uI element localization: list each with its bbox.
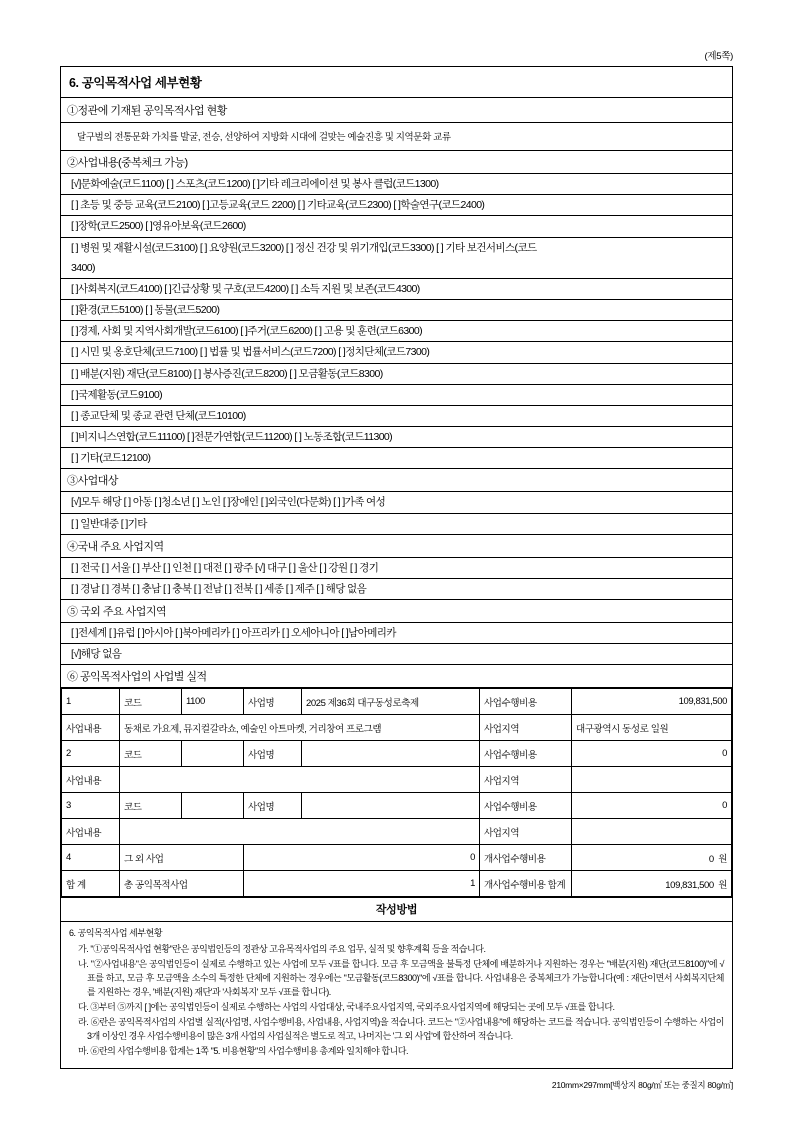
item6-heading: ⑥ 공익목적사업의 사업별 실적 xyxy=(61,665,732,688)
item5-heading: ⑤ 국외 주요 사업지역 xyxy=(61,600,732,623)
performance-table xyxy=(61,688,732,897)
business-content-line[interactable]: [ ] 병원 및 재활시설(코드3100) [ ] 요양원(코드3200) [ ] 정신 건강 및 위기개입(코드3300) [ ] 기타 보건서비스(코드 xyxy=(71,241,537,254)
item1-heading: ①정관에 기재된 공익목적사업 현황 xyxy=(61,98,732,123)
business-content-line-cont: 3400) xyxy=(61,258,732,279)
method-paragraph: 가. "①공익목적사업 현황"란은 공익법인등의 정관상 고유목적사업의 주요 업무, 실적 및 향후계획 등을 적습니다. xyxy=(78,944,486,955)
unit-won: 원 xyxy=(718,879,727,891)
table-row xyxy=(62,689,732,715)
table-row xyxy=(62,819,732,845)
area-value[interactable] xyxy=(572,819,732,845)
domestic-area-line[interactable]: [ ] 경남 [ ] 경북 [ ] 충남 [ ] 충북 [ ] 전남 [ ] 전북 [ ] 세종 [ ] 제주 [ ] 해당 없음 xyxy=(61,579,732,600)
total-count[interactable]: 1 xyxy=(244,871,480,897)
content-value[interactable] xyxy=(120,767,480,793)
content-label: 사업내용 xyxy=(62,715,120,741)
paper-spec-footer: 210mm×297mm[백상지 80g/㎡ 또는 중질지 80g/㎡] xyxy=(551,1079,733,1090)
table-row xyxy=(62,715,732,741)
name-label: 사업명 xyxy=(244,689,302,715)
table-row-total xyxy=(62,871,732,897)
name-value[interactable] xyxy=(302,741,480,767)
business-content-line[interactable]: [ ] 배분(지원) 재단(코드8100) [ ] 봉사증진(코드8200) [ ] 모금활동(코드8300) xyxy=(61,364,732,385)
domestic-area-line[interactable]: [ ] 전국 [ ] 서울 [ ] 부산 [ ] 인천 [ ] 대전 [ ] 광주 [√] 대구 [ ] 울산 [ ] 강원 [ ] 경기 xyxy=(61,558,732,579)
row-no: 4 xyxy=(62,845,120,871)
row-no: 2 xyxy=(62,741,120,767)
item2-heading: ②사업내용(중복체크 가능) xyxy=(61,151,732,174)
writing-method-title: 작성방법 xyxy=(61,897,732,922)
row-no: 3 xyxy=(62,793,120,819)
business-content-line[interactable]: [ ]사회복지(코드4100) [ ]긴급상황 및 구호(코드4200) [ ] 소득 지원 및 보존(코드4300) xyxy=(61,279,732,300)
business-content-line[interactable]: [ ]장학(코드2500) [ ]영유아보육(코드2600) xyxy=(61,216,732,237)
method-heading: 6. 공익목적사업 세부현황 xyxy=(69,928,163,939)
code-value[interactable] xyxy=(182,741,244,767)
cost-label: 사업수행비용 xyxy=(480,793,572,819)
section-title: 6. 공익목적사업 세부현황 xyxy=(61,67,732,98)
business-content-line[interactable]: [ ]국제활동(코드9100) xyxy=(61,385,732,406)
cost-value[interactable]: 109,831,500 xyxy=(572,689,732,715)
name-label: 사업명 xyxy=(244,793,302,819)
name-value[interactable]: 2025 제36회 대구동성로축제 xyxy=(302,689,480,715)
etc-biz-count[interactable]: 0 xyxy=(244,845,480,871)
area-label: 사업지역 xyxy=(480,767,572,793)
writing-method-body xyxy=(61,922,732,1067)
business-content-line[interactable]: [ ]환경(코드5100) [ ] 동물(코드5200) xyxy=(61,300,732,321)
table-row-etc xyxy=(62,845,732,871)
etc-cost-number: 0 xyxy=(708,853,714,865)
content-label: 사업내용 xyxy=(62,819,120,845)
target-line[interactable]: [√]모두 해당 [ ] 아동 [ ]청소년 [ ] 노인 [ ]장애인 [ ]외국인(다문화) [ ] ]가족 여성 xyxy=(61,492,732,513)
etc-biz-label: 그 외 사업 xyxy=(120,845,244,871)
content-value[interactable] xyxy=(120,819,480,845)
code-label: 코드 xyxy=(120,741,182,767)
row-no: 1 xyxy=(62,689,120,715)
business-content-line[interactable]: [ ] 초등 및 중등 교육(코드2100) [ ]고등교육(코드 2200) [ ] 기타교육(코드2300) [ ]학술연구(코드2400) xyxy=(61,195,732,216)
cost-value[interactable]: 0 xyxy=(572,793,732,819)
total-cost-value[interactable] xyxy=(572,871,732,897)
name-value[interactable] xyxy=(302,793,480,819)
code-label: 코드 xyxy=(120,793,182,819)
cost-label: 사업수행비용 xyxy=(492,853,546,865)
code-value[interactable] xyxy=(182,793,244,819)
page-number: (제5쪽) xyxy=(704,51,733,62)
code-label: 코드 xyxy=(120,689,182,715)
cost-label: 사업수행비용 xyxy=(480,741,572,767)
business-content-line[interactable]: [ ]경제, 사회 및 지역사회개발(코드6100) [ ]주거(코드6200) [ ] 고용 및 훈련(코드6300) xyxy=(61,321,732,342)
target-line[interactable]: [ ] 일반대중 [ ]기타 xyxy=(61,514,732,535)
method-paragraph: 라. ⑥란은 공익목적사업의 사업별 실적(사업명, 사업수행비용, 사업내용, 사업지역)을 적습니다. 코드는 "②사업내용"에 해당하는 코드를 적습니다. 공익법인등이 수행하는 사업이 3개 이상인 경우 사업수행비용이 많은 3개 사업의 사업실적은 별도로 적고, 나머지는 '그 외 사업'에 합산하여 적습니다. xyxy=(78,1017,724,1041)
item3-heading: ③사업대상 xyxy=(61,469,732,492)
etc-cost-value[interactable] xyxy=(572,845,732,871)
form-section-6 xyxy=(60,66,733,1069)
table-row xyxy=(62,793,732,819)
cost-label: 사업수행비용 xyxy=(480,689,572,715)
business-content-line[interactable]: [ ] 종교단체 및 종교 관련 단체(코드10100) xyxy=(61,406,732,427)
business-content-line[interactable]: [ ] 기타(코드12100) xyxy=(61,448,732,469)
overseas-area-line[interactable]: [ ]전세계 [ ]유럽 [ ]아시아 [ ]북아메리카 [ ] 아프리카 [ ] 오세아니아 [ ]남아메리카 xyxy=(61,623,732,644)
area-label: 사업지역 xyxy=(480,715,572,741)
area-label: 사업지역 xyxy=(480,819,572,845)
total-biz-label: 총 공익목적사업 xyxy=(120,871,244,897)
business-content-line[interactable]: [√]문화예술(코드1100) [ ] 스포츠(코드1200) [ ]기타 레크리에이션 및 봉사 클럽(코드1300) xyxy=(61,174,732,195)
area-value[interactable] xyxy=(572,767,732,793)
unit-won: 원 xyxy=(718,853,727,865)
cost-total-label: 사업수행비용 합계 xyxy=(492,879,566,891)
cost-value[interactable]: 0 xyxy=(572,741,732,767)
method-paragraph: 나. "②사업내용"은 공익법인등이 실제로 수행하고 있는 사업에 모두 √표를 합니다. 모금 후 모금액을 불특정 단체에 배분하거나 지원하는 경우는 "배분(지원) 재단(코드8100)"에 √표를 하고, 모금 후 모금액을 소수의 특정한 단체에 지원하는 경우에는 "모금활동(코드8300)"에 √표를 합니다. 사업내용은 중복체크가 가능합니다(예 : 재단이면서 사회복지단체를 지원하는 경우, '배분(지원) 재단'과 '사회복지' 모두 √표를 합니다). xyxy=(78,959,724,998)
total-label: 합 계 xyxy=(62,871,120,897)
item4-heading: ④국내 주요 사업지역 xyxy=(61,535,732,558)
method-paragraph: 마. ⑥란의 사업수행비용 합계는 1쪽 "5. 비용현황"의 사업수행비용 총계와 일치해야 합니다. xyxy=(78,1045,409,1056)
name-label: 사업명 xyxy=(244,741,302,767)
unit-gae: 개 xyxy=(484,853,493,865)
item1-text: 달구벌의 전통문화 가치를 발굴, 전승, 선양하여 지방화 시대에 걸맞는 예술진흥 및 지역문화 교류 xyxy=(61,123,732,151)
method-paragraph: 다. ③부터 ⑤까지 [ ]에는 공익법인등이 실제로 수행하는 사업의 사업대상, 국내주요사업지역, 국외주요사업지역에 해당되는 곳에 모두 √표를 합니다. xyxy=(78,1002,615,1013)
code-value[interactable]: 1100 xyxy=(182,689,244,715)
business-content-line[interactable]: [ ] 시민 및 옹호단체(코드7100) [ ] 법률 및 법률서비스(코드7200) [ ]정치단체(코드7300) xyxy=(61,342,732,363)
etc-cost-label xyxy=(480,845,572,871)
table-row xyxy=(62,741,732,767)
content-label: 사업내용 xyxy=(62,767,120,793)
business-content-line[interactable]: [ ]비지니스연합(코드11100) [ ]전문가연합(코드11200) [ ] 노동조합(코드11300) xyxy=(61,427,732,448)
table-row xyxy=(62,767,732,793)
unit-gae: 개 xyxy=(484,879,493,891)
total-cost-label xyxy=(480,871,572,897)
area-value[interactable]: 대구광역시 동성로 일원 xyxy=(572,715,732,741)
content-value[interactable]: 동채로 가요제, 뮤지컬갈라쇼, 예술인 아트마켓, 거리창여 프로그램 xyxy=(120,715,480,741)
overseas-area-line[interactable]: [√]해당 없음 xyxy=(61,644,732,665)
total-cost-number: 109,831,500 xyxy=(665,879,714,891)
